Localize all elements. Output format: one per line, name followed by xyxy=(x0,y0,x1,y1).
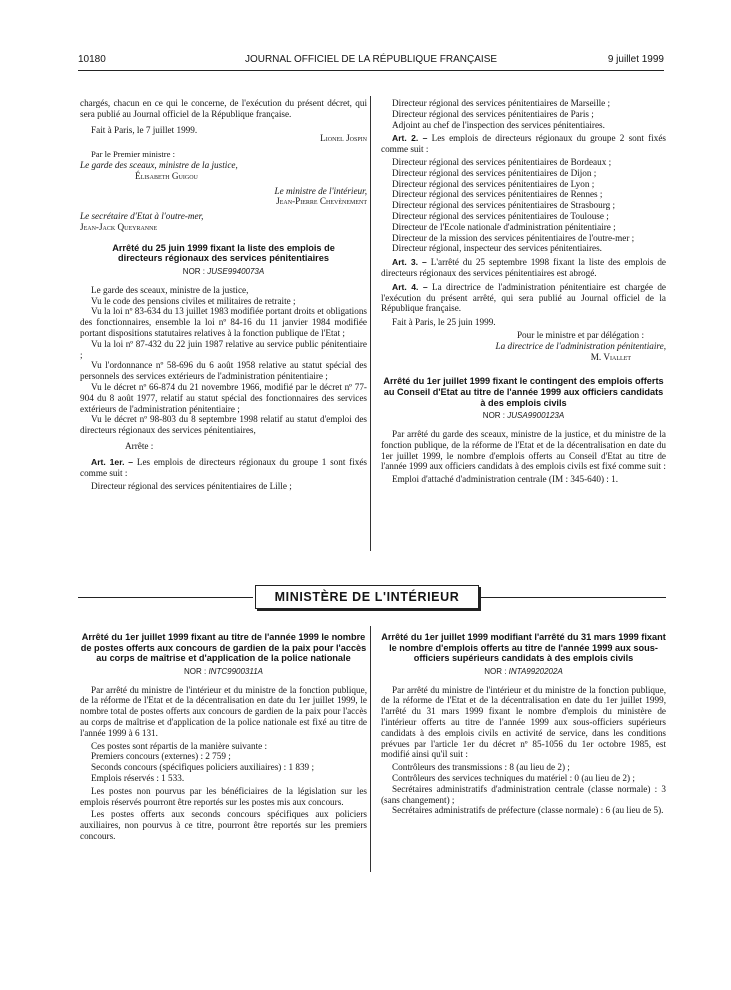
arrete-1-para: Vu la loi nº 87-432 du 22 juin 1987 relative au service public pénitentiaire ; xyxy=(80,338,367,360)
arrete-word: Arrête : xyxy=(125,440,154,451)
interieur-name: Jean-Pierre Chevènement xyxy=(276,196,367,207)
article-1-item: Adjoint au chef de l'inspection des services pénitentiaires. xyxy=(392,119,605,130)
article-2-item: Directeur de la mission des services pénitentiaires de l'outre-mer ; xyxy=(392,232,635,243)
decree-continuation: chargés, chacun en ce qui le concerne, de l'exécution du présent décret, qui sera publié au Journal officiel de la République française. xyxy=(80,98,367,119)
arrete-1-para: Vu la loi nº 83-634 du 13 juillet 1983 modifiée portant droits et obligations des fonctionnaires, ensemble la loi nº 84-16 du 11 janvier 1984 modifiée portant dispositions statutaires relatives à la fonction publique de l'Etat ; xyxy=(80,306,367,338)
signer-prime-minister: Lionel Jospin xyxy=(320,133,367,144)
arrete-3-title: Arrêté du 1er juillet 1999 fixant au titre de l'année 1999 le nombre de postes offerts aux concours de gardien de la paix pour l'accès au corps de maîtrise et d'application de la police nationale xyxy=(80,632,367,664)
signer-name: M. Viallet xyxy=(590,351,631,362)
delegation: Pour le ministre et par délégation : xyxy=(516,329,644,340)
arrete-1-nor: NOR : JUSE9940073A xyxy=(182,266,265,276)
running-header xyxy=(78,54,664,68)
arrete-1-para: Vu l'ordonnance nº 58-696 du 6 août 1958 relative au statut spécial des personnels des services extérieurs de l'administration pénitentiaire ; xyxy=(80,360,367,382)
ministry-heading: MINISTÈRE DE L'INTÉRIEUR xyxy=(255,585,479,609)
arrete-1-para: Le garde des sceaux, ministre de la justice, xyxy=(91,284,249,295)
arrete-1-article-1: Art. 1er. – Les emplois de directeurs régionaux du groupe 1 sont fixés comme suit : xyxy=(80,456,367,478)
right-column-top xyxy=(381,98,666,485)
article-2-item: Directeur régional des services pénitentiaires de Lyon ; xyxy=(392,178,595,189)
decree-fait: Fait à Paris, le 7 juillet 1999. xyxy=(91,124,198,135)
garde-des-sceaux-title: Le garde des sceaux, ministre de la justice, xyxy=(80,159,238,170)
arrete-1-para: Vu le code des pensions civiles et militaires de retraite ; xyxy=(91,295,296,306)
journal-title: JOURNAL OFFICIEL DE LA RÉPUBLIQUE FRANÇAISE xyxy=(244,54,498,65)
arrete-1-para: Vu le décret nº 66-874 du 21 novembre 1966, modifié par le décret nº 77-904 du 8 août 1977, relatif au statut spécial des fonctionnaires des services extérieurs de l'administration pénitentiaire ; xyxy=(80,381,367,414)
arrete-3-item: Premiers concours (externes) : 2 759 ; xyxy=(91,751,231,762)
arrete-4-title: Arrêté du 1er juillet 1999 modifiant l'arrêté du 31 mars 1999 fixant le nombre d'emplois offerts au titre de l'année 1999 aux sous-officiers supérieurs candidats à des emplois civils xyxy=(381,632,666,664)
arrete-3-para: Les postes non pourvus par les bénéficiaires de la législation sur les emplois réservés pourront être reportés sur les postes mis aux concours. xyxy=(80,785,367,807)
arrete-4-item: Secrétaires administratifs de préfecture (classe normale) : 6 (au lieu de 5). xyxy=(392,805,664,816)
article-2-item: Directeur régional, inspecteur des services pénitentiaires. xyxy=(392,243,602,254)
arrete-3-item: Seconds concours (spécifiques policiers auxiliaires) : 1 839 ; xyxy=(91,762,314,773)
outremer-title: Le secrétaire d'Etat à l'outre-mer, xyxy=(80,211,204,222)
arrete-2-body: Par arrêté du garde des sceaux, ministre de la justice, et du ministre de la fonction publique, de la réforme de l'Etat et de la décentralisation en date du 1er juillet 1999, le nombre d'emplois offerts au Conseil d'Etat au titre de l'année 1999 aux officiers candidats à des emplois civils est fixé comme suit : xyxy=(381,428,666,472)
article-1-item: Directeur régional des services pénitentiaires de Marseille ; xyxy=(392,98,611,108)
arrete-4-item: Contrôleurs des services techniques du matériel : 0 (au lieu de 2) ; xyxy=(392,772,635,783)
arrete-4-nor: NOR : INTA9920202A xyxy=(484,666,563,676)
arrete-2-nor: NOR : JUSA9900123A xyxy=(482,411,565,421)
article-2-item: Directeur régional des services pénitentiaires de Strasbourg ; xyxy=(392,200,616,211)
left-column-bottom xyxy=(80,632,367,842)
column-divider xyxy=(370,626,371,872)
header-rule xyxy=(78,70,664,71)
arrete-1-article-4: Art. 4. – La directrice de l'administration pénitentiaire est chargée de l'exécution du présent arrêté, qui sera publié au Journal officiel de la République française. xyxy=(381,281,666,314)
article-2-item: Directeur régional des services pénitentiaires de Bordeaux ; xyxy=(392,156,612,167)
arrete-4-body: Par arrêté du ministre de l'intérieur et du ministre de la fonction publique, de la réforme de l'Etat et de la décentralisation en date du 1er juillet 1999, l'arrêté du 31 mars 1999 fixant le nombre d'emplois du ministère de l'intérieur offerts au titre de l'année 1999 aux sous-officiers supérieurs candidats à des emplois civils en activité de service, dans les conditions prévues par l'article 1er du décret nº 85-1056 du 1er octobre 1985, est modifié ainsi qu'il suit : xyxy=(381,684,666,760)
par-premier-ministre: Par le Premier ministre : xyxy=(91,149,176,160)
arrete-1-fait: Fait à Paris, le 25 juin 1999. xyxy=(392,317,496,328)
arrete-1-title: Arrêté du 25 juin 1999 fixant la liste des emplois de directeurs régionaux des services pénitentiaires xyxy=(112,242,335,264)
column-divider xyxy=(370,96,371,551)
arrete-1-article-3: Art. 3. – L'arrêté du 25 septembre 1998 fixant la liste des emplois de directeurs régionaux des services pénitentiaires est abrogé. xyxy=(381,257,667,278)
arrete-2-title: Arrêté du 1er juillet 1999 fixant le contingent des emplois offerts au Conseil d'Etat au titre de l'année 1999 aux officiers candidats à des emplois civils xyxy=(383,376,664,408)
arrete-1-article-2: Art. 2. – Les emplois de directeurs régionaux du groupe 2 sont fixés comme suit : xyxy=(381,133,666,155)
arrete-3-item: Emplois réservés : 1 533. xyxy=(91,772,185,783)
arrete-3-body: Par arrêté du ministre de l'intérieur et du ministre de la fonction publique, de la réforme de l'Etat et de la décentralisation en date du 1er juillet 1999, le nombre total de postes offerts aux concours de gardien de la paix pour l'accès au corps de maîtrise et d'application de la police nationale est fixé au titre de l'année 1999 à 6 131. xyxy=(80,684,367,738)
article-2-item: Directeur de l'Ecole nationale d'administration pénitentiaire ; xyxy=(392,221,616,232)
interieur-title: Le ministre de l'intérieur, xyxy=(274,185,367,196)
page-number: 10180 xyxy=(78,54,106,65)
article-2-item: Directeur régional des services pénitentiaires de Dijon ; xyxy=(392,167,597,178)
signer-title: La directrice de l'administration pénitentiaire, xyxy=(495,340,666,351)
arrete-3-para: Les postes offerts aux seconds concours spécifiques aux policiers auxiliaires, non pourvus à ce titre, pourront être reportés sur les premiers concours. xyxy=(80,809,367,841)
arrete-3-nor: NOR : INTC9900311A xyxy=(183,666,264,676)
outremer-name: Jean-Jack Queyranne xyxy=(80,221,158,232)
article-2-item: Directeur régional des services pénitentiaires de Rennes ; xyxy=(392,189,603,200)
garde-des-sceaux-name: Élisabeth Guigou xyxy=(135,170,198,181)
arrete-2-item: Emploi d'attaché d'administration centrale (IM : 345-640) : 1. xyxy=(392,474,619,485)
right-column-bottom xyxy=(381,632,666,816)
article-1-item: Directeur régional des services pénitentiaires de Lille ; xyxy=(91,481,292,492)
article-1-item: Directeur régional des services pénitentiaires de Paris ; xyxy=(392,108,594,119)
left-column-top xyxy=(80,98,367,492)
arrete-1-para: Vu le décret nº 98-803 du 8 septembre 1998 relatif au statut d'emploi des directeurs régionaux des services pénitentiaires, xyxy=(80,414,367,436)
arrete-4-item: Secrétaires administratifs d'administration centrale (classe normale) : 3 (sans changement) ; xyxy=(381,783,666,805)
article-2-item: Directeur régional des services pénitentiaires de Toulouse ; xyxy=(392,210,609,221)
ministry-rule-left xyxy=(78,597,253,598)
ministry-rule-right xyxy=(481,597,666,598)
arrete-3-repartition: Ces postes sont répartis de la manière suivante : xyxy=(91,740,268,751)
issue-date: 9 juillet 1999 xyxy=(607,54,664,65)
arrete-4-item: Contrôleurs des transmissions : 8 (au lieu de 2) ; xyxy=(392,762,570,773)
